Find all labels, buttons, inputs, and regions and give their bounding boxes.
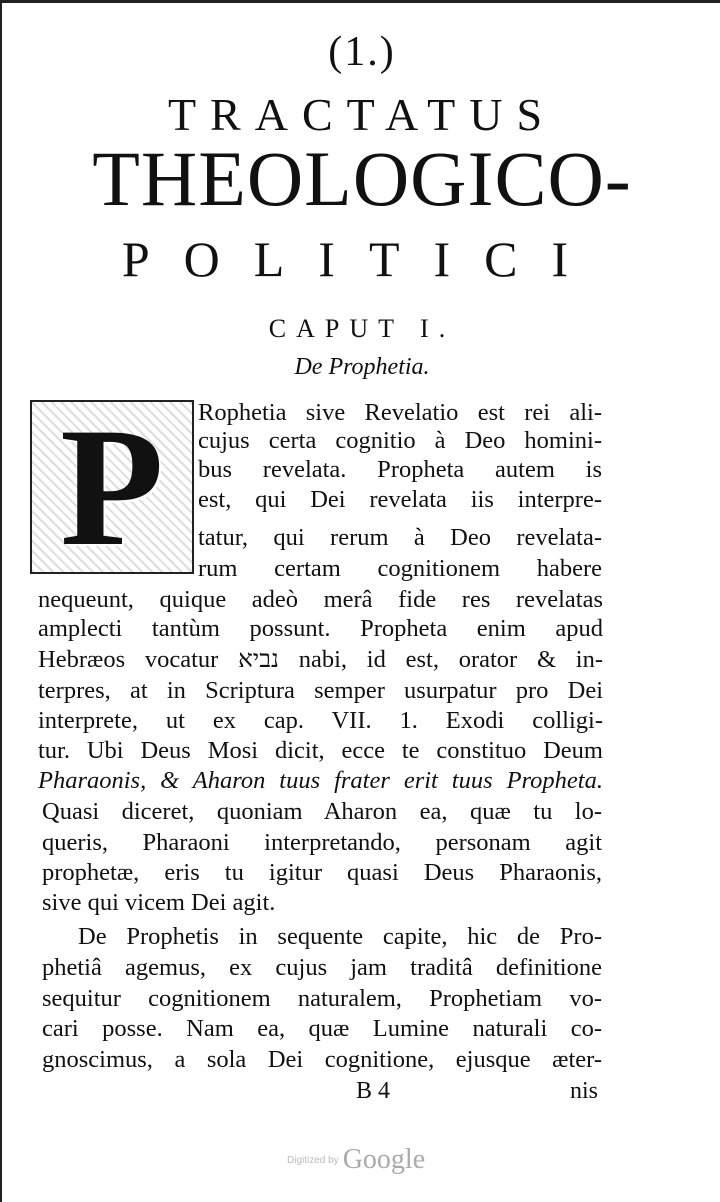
page-number: (1.): [328, 29, 396, 75]
title-line-2: THEOLOGICO-: [92, 135, 632, 222]
text-line: prophetæ, eris tu igitur quasi Deus Pharaonis,: [42, 859, 602, 886]
text-line: sequitur cognitionem naturalem, Prophetiam vo-: [42, 985, 602, 1012]
text-line: queris, Pharaoni interpretando, personam agit: [42, 829, 602, 856]
text-line: De Prophetis in sequente capite, hic de Pro-: [78, 923, 602, 950]
digitization-watermark: [287, 1140, 447, 1180]
watermark-logo-text: Google: [342, 1144, 426, 1175]
chapter-title: De Prophetia.: [294, 354, 430, 380]
watermark-small-text: Digitized by: [287, 1154, 339, 1166]
text-line: phetiâ agemus, ex cujus jam traditâ definitione: [42, 954, 602, 981]
text-line: Pharaonis, & Aharon tuus frater erit tuus Propheta.: [38, 767, 603, 794]
text-line: tatur, qui rerum à Deo revelata-: [198, 524, 602, 551]
text-line: cujus certa cognitio à Deo homini-: [198, 427, 602, 454]
signature-mark: B 4: [356, 1078, 391, 1104]
text-line: cari posse. Nam ea, quæ Lumine naturali co-: [42, 1015, 602, 1042]
text-line: gnoscimus, a sola Dei cognitione, ejusque æter-: [42, 1046, 602, 1073]
text-line: terpres, at in Scriptura semper usurpatur pro Dei: [38, 677, 603, 704]
text-line: sive qui vicem Dei agit.: [42, 889, 276, 916]
text-line: nequeunt, quique adeò merâ fide res revelatas: [38, 586, 603, 613]
text-line: Quasi diceret, quoniam Aharon ea, quæ tu lo-: [42, 798, 602, 825]
chapter-heading: CAPUT I.: [268, 314, 456, 343]
decorated-initial: [30, 393, 194, 581]
title-line-1: TRACTATUS: [167, 89, 557, 140]
catchword: nis: [570, 1078, 599, 1104]
text-line: Rophetia sive Revelatio est rei ali-: [198, 399, 602, 426]
text-line: interprete, ut ex cap. VII. 1. Exodi colligi-: [38, 707, 603, 734]
text-line: rum certam cognitionem habere: [198, 555, 602, 582]
text-line: Hebræos vocatur נביא nabi, id est, orator & in-: [38, 646, 603, 673]
text-line: tur. Ubi Deus Mosi dicit, ecce te constituo Deum: [38, 737, 603, 764]
text-line: bus revelata. Propheta autem is: [198, 456, 602, 483]
text-line: amplecti tantùm possunt. Propheta enim apud: [38, 615, 603, 642]
initial-letter: P: [60, 393, 164, 581]
title-line-3: POLITICI: [121, 231, 603, 287]
text-line: est, qui Dei revelata iis interpre-: [198, 486, 602, 513]
top-border: [2, 0, 720, 3]
